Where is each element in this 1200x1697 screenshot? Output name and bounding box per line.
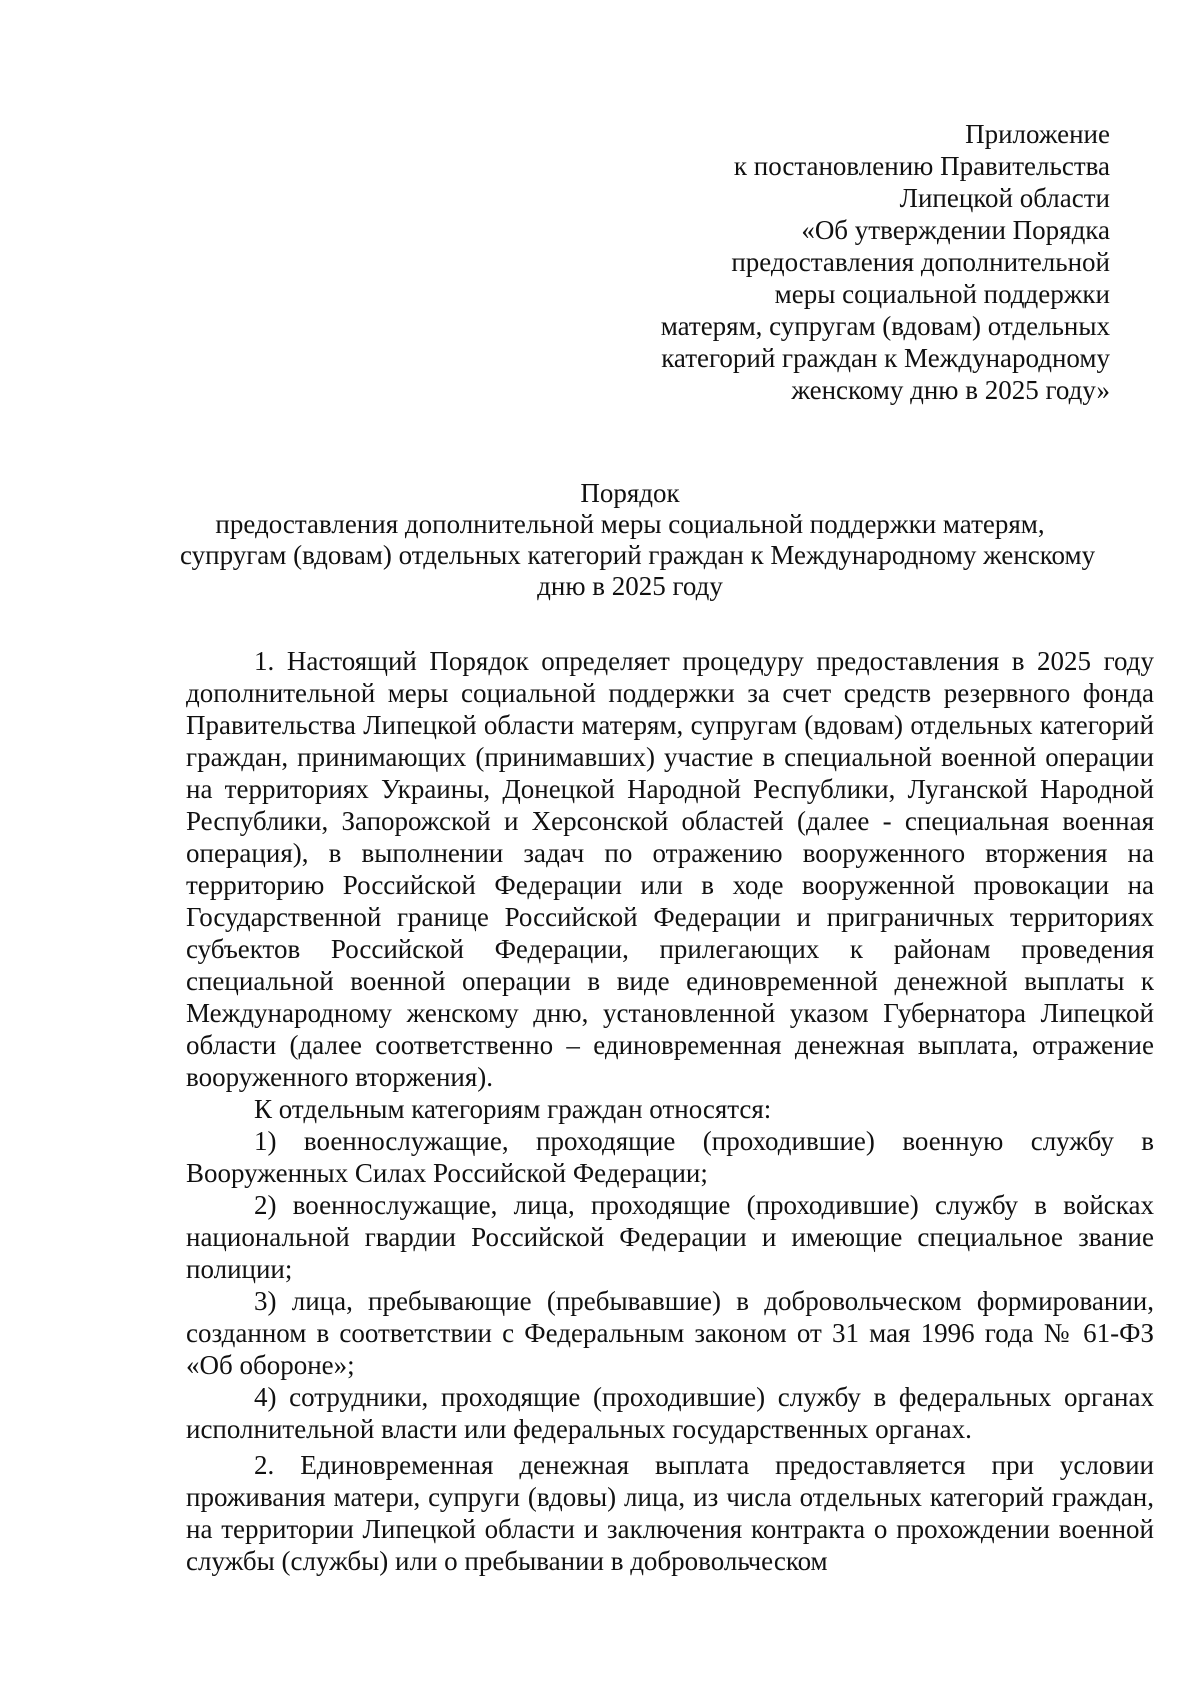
category-item-3: 3) лица, пребывающие (пребывавшие) в добровольческом формировании, созданном в соответствии с Федеральным законом от 31 мая 1996 года № 61-ФЗ «Об обороне»;	[186, 1286, 1154, 1380]
appendix-line: к постановлению Правительства	[733, 151, 1110, 181]
scan-speck	[316, 465, 324, 473]
appendix-line: женскому дню в 2025 году»	[791, 375, 1110, 405]
title-line: предоставления дополнительной меры социальной поддержки матерям,	[215, 509, 1045, 539]
category-item-1: 1) военнослужащие, проходящие (проходившие) военную службу в Вооруженных Силах Российской Федерации;	[186, 1126, 1154, 1188]
categories-intro: К отдельным категориям граждан относятся:	[254, 1094, 772, 1124]
appendix-line: Приложение	[965, 119, 1110, 149]
appendix-line: категорий граждан к Международному	[661, 343, 1110, 373]
paragraph-1: 1. Настоящий Порядок определяет процедуру предоставления в 2025 году дополнительной меры социальной поддержки за счет средств резервного фонда Правительства Липецкой области матерям, супругам (вдовам) отдельных категорий граждан, принимающих (принимавших) участие в специальной военной операции на территориях Украины, Донецкой Народной Республики, Луганской Народной Республики, Запорожской и Херсонской областей (далее - специальная военная операция), в выполнении задач по отражению вооруженного вторжения на территорию Российской Федерации или в ходе вооруженной провокации на Государственной границе Российской Федерации и приграничных территориях субъектов Российской Федерации, прилегающих к районам проведения специальной военной операции в виде единовременной денежной выплаты к Международному женскому дню, установленной указом Губернатора Липецкой области (далее соответственно – единовременная денежная выплата, отражение вооруженного вторжения).	[186, 646, 1154, 1092]
appendix-line: «Об утверждении Порядка	[801, 215, 1110, 245]
title-heading: Порядок	[580, 478, 680, 508]
appendix-block	[661, 118, 1110, 406]
document-body	[186, 645, 1154, 1577]
title-line: дню в 2025 году	[537, 571, 723, 601]
appendix-line: предоставления дополнительной	[731, 247, 1110, 277]
appendix-line: меры социальной поддержки	[774, 279, 1110, 309]
category-item-4: 4) сотрудники, проходящие (проходившие) службу в федеральных органах исполнительной власти или федеральных государственных органах.	[186, 1382, 1154, 1444]
category-item-2: 2) военнослужащие, лица, проходящие (проходившие) службу в войсках национальной гвардии Российской Федерации и имеющие специальное звание полиции;	[186, 1190, 1154, 1284]
document-title	[180, 478, 1096, 602]
paragraph-2: 2. Единовременная денежная выплата предоставляется при условии проживания матери, супруги (вдовы) лица, из числа отдельных категорий граждан, на территории Липецкой области и заключения контракта о прохождении военной службы (службы) или о пребывании в добровольческом	[186, 1450, 1154, 1576]
appendix-line: Липецкой области	[899, 183, 1110, 213]
title-line: супругам (вдовам) отдельных категорий граждан к Международному женскому	[180, 540, 1096, 570]
appendix-line: матерям, супругам (вдовам) отдельных	[660, 311, 1110, 341]
